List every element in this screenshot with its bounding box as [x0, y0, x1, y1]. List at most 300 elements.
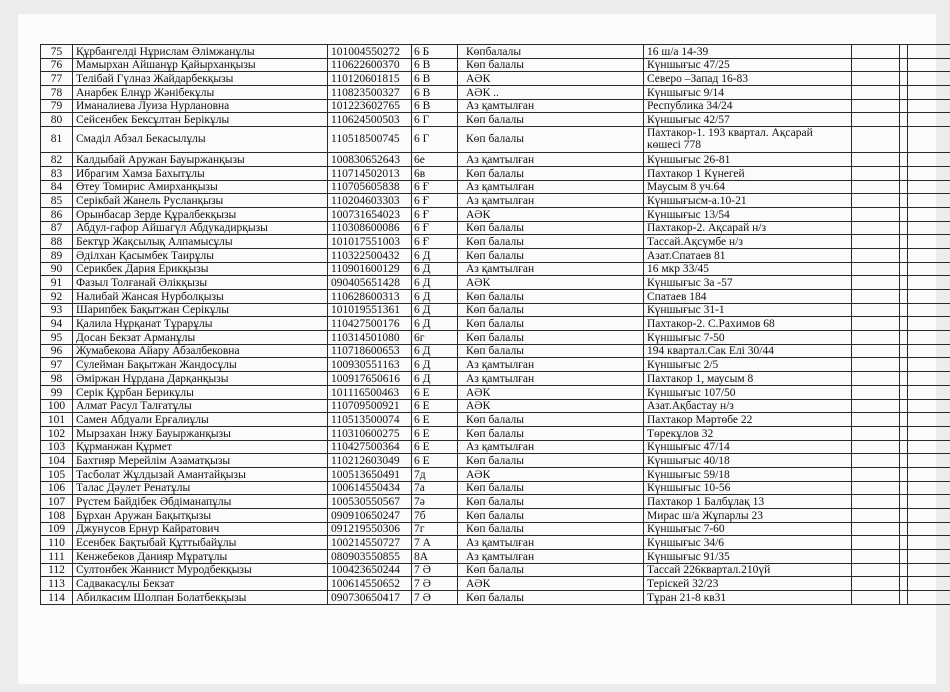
table-row: [41, 413, 950, 427]
address: Тұран 21-8 кв31: [644, 591, 852, 605]
class-grade: 6 Д: [412, 262, 458, 276]
row-number: 76: [41, 58, 73, 72]
category: Көп балалы: [458, 454, 644, 468]
table-row: [41, 399, 950, 413]
empty-cell: [900, 248, 908, 262]
address: Пахтакор Мәртөбе 22: [644, 413, 852, 427]
address: Пахтакор 1, маусым 8: [644, 372, 852, 386]
empty-cell: [900, 522, 908, 536]
empty-cell: [908, 563, 950, 577]
address: 16 мкр 33/45: [644, 262, 852, 276]
row-number: 98: [41, 372, 73, 386]
address: Күншығыс 40/18: [644, 454, 852, 468]
iin-number: 110628600313: [328, 290, 412, 304]
category: Аз қамтылған: [458, 372, 644, 386]
empty-cell: [852, 235, 900, 249]
address: Азат.Ақбастау н/з: [644, 399, 852, 413]
empty-cell: [900, 495, 908, 509]
class-grade: 6 Е: [412, 426, 458, 440]
empty-cell: [852, 509, 900, 523]
row-number: 108: [41, 509, 73, 523]
class-grade: 7 Ә: [412, 577, 458, 591]
empty-cell: [908, 235, 950, 249]
iin-number: 101116500463: [328, 385, 412, 399]
row-number: 75: [41, 45, 73, 59]
category: Көп балалы: [458, 495, 644, 509]
category: Көп балалы: [458, 317, 644, 331]
empty-cell: [900, 509, 908, 523]
category: Аз қамтылған: [458, 550, 644, 564]
empty-cell: [908, 399, 950, 413]
address: Күншығыс 107/50: [644, 385, 852, 399]
empty-cell: [900, 58, 908, 72]
table-row: [41, 467, 950, 481]
category: Аз қамтылған: [458, 99, 644, 113]
empty-cell: [852, 536, 900, 550]
student-name: Султонбек Жаннист Муродбекқызы: [73, 563, 328, 577]
address: 194 квартал.Сак Елі 30/44: [644, 344, 852, 358]
row-number: 99: [41, 385, 73, 399]
table-row: [41, 440, 950, 454]
row-number: 105: [41, 467, 73, 481]
row-number: 97: [41, 358, 73, 372]
category: Көп балалы: [458, 166, 644, 180]
empty-cell: [908, 248, 950, 262]
empty-cell: [852, 45, 900, 59]
table-row: [41, 550, 950, 564]
empty-cell: [900, 550, 908, 564]
student-name: Абдул-гафор Айшагүл Абдукадирқызы: [73, 221, 328, 235]
empty-cell: [852, 331, 900, 345]
table-row: [41, 563, 950, 577]
class-grade: 6 Д: [412, 358, 458, 372]
iin-number: 100830652643: [328, 153, 412, 167]
empty-cell: [852, 413, 900, 427]
empty-cell: [900, 262, 908, 276]
address: Пахтакор 1 Балбұлақ 13: [644, 495, 852, 509]
class-grade: 6 Ғ: [412, 207, 458, 221]
empty-cell: [900, 426, 908, 440]
class-grade: 6 Д: [412, 317, 458, 331]
class-grade: 6 Е: [412, 413, 458, 427]
iin-number: 100917650616: [328, 372, 412, 386]
empty-cell: [852, 86, 900, 100]
table-row: [41, 290, 950, 304]
empty-cell: [900, 536, 908, 550]
iin-number: 100423650244: [328, 563, 412, 577]
student-name: Садвакасұлы Бекзат: [73, 577, 328, 591]
empty-cell: [900, 221, 908, 235]
category: Көпбалалы: [458, 45, 644, 59]
table-row: [41, 481, 950, 495]
class-grade: 6 Е: [412, 454, 458, 468]
student-name: Серикбек Дария Ерикқызы: [73, 262, 328, 276]
iin-number: 101017551003: [328, 235, 412, 249]
empty-cell: [852, 563, 900, 577]
address: Күншығыс 59/18: [644, 467, 852, 481]
empty-cell: [908, 276, 950, 290]
iin-number: 110427500176: [328, 317, 412, 331]
table-row: [41, 536, 950, 550]
row-number: 78: [41, 86, 73, 100]
row-number: 95: [41, 331, 73, 345]
class-grade: 6 Д: [412, 290, 458, 304]
class-grade: 6г: [412, 331, 458, 345]
address: Күншығысм-а.10-21: [644, 194, 852, 208]
student-name: Смаділ Абзал Бекасылұлы: [73, 127, 328, 153]
table-row: [41, 372, 950, 386]
iin-number: 110212603049: [328, 454, 412, 468]
empty-cell: [908, 317, 950, 331]
table-row: [41, 331, 950, 345]
category: АӘК: [458, 385, 644, 399]
table-row: [41, 153, 950, 167]
category: АӘК: [458, 207, 644, 221]
row-number: 77: [41, 72, 73, 86]
empty-cell: [900, 344, 908, 358]
student-name: Иманалиева Луиза Нурлановна: [73, 99, 328, 113]
student-name: Тасболат Жұлдызай Амантайқызы: [73, 467, 328, 481]
empty-cell: [900, 385, 908, 399]
row-number: 113: [41, 577, 73, 591]
row-number: 79: [41, 99, 73, 113]
row-number: 109: [41, 522, 73, 536]
row-number: 84: [41, 180, 73, 194]
class-grade: 6 Е: [412, 440, 458, 454]
student-name: Кенжебеков Данияр Мұратұлы: [73, 550, 328, 564]
iin-number: 110624500503: [328, 113, 412, 127]
class-grade: 6 Д: [412, 248, 458, 262]
row-number: 107: [41, 495, 73, 509]
student-name: Құрманжан Құрмет: [73, 440, 328, 454]
iin-number: 101004550272: [328, 45, 412, 59]
empty-cell: [908, 454, 950, 468]
table-row: [41, 207, 950, 221]
empty-cell: [852, 454, 900, 468]
address: Күншығыс 47/14: [644, 440, 852, 454]
row-number: 86: [41, 207, 73, 221]
empty-cell: [852, 467, 900, 481]
class-grade: 6 Е: [412, 399, 458, 413]
class-grade: 7 А: [412, 536, 458, 550]
row-number: 94: [41, 317, 73, 331]
iin-number: 110823500327: [328, 86, 412, 100]
empty-cell: [852, 495, 900, 509]
empty-cell: [900, 454, 908, 468]
iin-number: 100614550434: [328, 481, 412, 495]
empty-cell: [852, 58, 900, 72]
empty-cell: [852, 127, 900, 153]
student-name: Жумабекова Айару Абзалбековна: [73, 344, 328, 358]
student-name: Есенбек Бақтыбай Құттыбайұлы: [73, 536, 328, 550]
empty-cell: [908, 221, 950, 235]
empty-cell: [908, 413, 950, 427]
empty-cell: [900, 166, 908, 180]
student-name: Құрбангелді Нұрислам Әлімжанұлы: [73, 45, 328, 59]
empty-cell: [852, 577, 900, 591]
empty-cell: [900, 303, 908, 317]
category: Көп балалы: [458, 221, 644, 235]
class-grade: 6 В: [412, 86, 458, 100]
table-row: [41, 127, 950, 153]
empty-cell: [908, 180, 950, 194]
address: Тассай 226квартал.210үй: [644, 563, 852, 577]
empty-cell: [908, 550, 950, 564]
address: Маусым 8 уч.64: [644, 180, 852, 194]
category: Көп балалы: [458, 522, 644, 536]
empty-cell: [852, 248, 900, 262]
empty-cell: [852, 440, 900, 454]
row-number: 112: [41, 563, 73, 577]
empty-cell: [852, 550, 900, 564]
empty-cell: [900, 113, 908, 127]
table-row: [41, 45, 950, 59]
class-grade: 7г: [412, 522, 458, 536]
empty-cell: [900, 372, 908, 386]
table-row: [41, 317, 950, 331]
empty-cell: [900, 440, 908, 454]
address: Күншығыс 91/35: [644, 550, 852, 564]
category: Аз қамтылған: [458, 358, 644, 372]
table-row: [41, 426, 950, 440]
address: Күншығыс 10-56: [644, 481, 852, 495]
empty-cell: [852, 372, 900, 386]
row-number: 91: [41, 276, 73, 290]
empty-cell: [908, 72, 950, 86]
iin-number: 090730650417: [328, 591, 412, 605]
class-grade: 6 Д: [412, 303, 458, 317]
address: 16 ш/а 14-39: [644, 45, 852, 59]
iin-number: 110718600653: [328, 344, 412, 358]
class-grade: 7б: [412, 509, 458, 523]
category: АӘК: [458, 276, 644, 290]
category: АӘК: [458, 72, 644, 86]
empty-cell: [908, 426, 950, 440]
category: Көп балалы: [458, 235, 644, 249]
class-grade: 7а: [412, 481, 458, 495]
row-number: 83: [41, 166, 73, 180]
address: Күншығыс 3а -57: [644, 276, 852, 290]
iin-number: 090405651428: [328, 276, 412, 290]
iin-number: 100731654023: [328, 207, 412, 221]
category: Көп балалы: [458, 113, 644, 127]
address: Пахтакор-2. Ақсарай н/з: [644, 221, 852, 235]
student-name: Калдыбай Аружан Бауыржанқызы: [73, 153, 328, 167]
table-row: [41, 194, 950, 208]
table-row: [41, 235, 950, 249]
address: Пахтакор-2. С.Рахимов 68: [644, 317, 852, 331]
category: Көп балалы: [458, 426, 644, 440]
empty-cell: [908, 522, 950, 536]
student-name: Бектұр Жақсылық Алпамысұлы: [73, 235, 328, 249]
empty-cell: [852, 180, 900, 194]
table-row: [41, 522, 950, 536]
empty-cell: [908, 467, 950, 481]
iin-number: 110513500074: [328, 413, 412, 427]
iin-number: 110120601815: [328, 72, 412, 86]
address: Күншығыс 26-81: [644, 153, 852, 167]
iin-number: 090910650247: [328, 509, 412, 523]
address: Күншығыс 34/6: [644, 536, 852, 550]
table-row: [41, 454, 950, 468]
student-name: Мырзахан Інжу Бауыржанқызы: [73, 426, 328, 440]
empty-cell: [908, 440, 950, 454]
category: Көп балалы: [458, 591, 644, 605]
empty-cell: [900, 563, 908, 577]
table-row: [41, 591, 950, 605]
iin-number: 100214550727: [328, 536, 412, 550]
category: АӘК ..: [458, 86, 644, 100]
iin-number: 110705605838: [328, 180, 412, 194]
table-row: [41, 248, 950, 262]
category: Көп балалы: [458, 290, 644, 304]
table-row: [41, 86, 950, 100]
empty-cell: [852, 344, 900, 358]
empty-cell: [908, 207, 950, 221]
empty-cell: [852, 72, 900, 86]
table-row: [41, 385, 950, 399]
empty-cell: [900, 180, 908, 194]
empty-cell: [852, 221, 900, 235]
empty-cell: [900, 99, 908, 113]
iin-number: 110518500745: [328, 127, 412, 153]
iin-number: 100513650491: [328, 467, 412, 481]
category: Көп балалы: [458, 509, 644, 523]
empty-cell: [852, 481, 900, 495]
empty-cell: [908, 113, 950, 127]
row-number: 81: [41, 127, 73, 153]
empty-cell: [908, 127, 950, 153]
class-grade: 6 Д: [412, 344, 458, 358]
empty-cell: [900, 194, 908, 208]
student-name: Талас Дәулет Ренатұлы: [73, 481, 328, 495]
iin-number: 100930551163: [328, 358, 412, 372]
row-number: 114: [41, 591, 73, 605]
category: Аз қамтылған: [458, 262, 644, 276]
empty-cell: [852, 591, 900, 605]
empty-cell: [908, 45, 950, 59]
category: АӘК: [458, 577, 644, 591]
category: Аз қамтылған: [458, 194, 644, 208]
class-grade: 7 Ә: [412, 591, 458, 605]
iin-number: 110709500921: [328, 399, 412, 413]
empty-cell: [900, 45, 908, 59]
row-number: 111: [41, 550, 73, 564]
table-row: [41, 509, 950, 523]
class-grade: 6 В: [412, 72, 458, 86]
student-name: Ибрагим Хамза Бахытұлы: [73, 166, 328, 180]
class-grade: 6 Ғ: [412, 235, 458, 249]
iin-number: 091219550306: [328, 522, 412, 536]
table-row: [41, 495, 950, 509]
student-name: Налибай Жансая Нурболқызы: [73, 290, 328, 304]
empty-cell: [900, 290, 908, 304]
row-number: 90: [41, 262, 73, 276]
category: Көп балалы: [458, 58, 644, 72]
empty-cell: [852, 522, 900, 536]
table-row: [41, 344, 950, 358]
address: Мирас ш/а Жұпарлы 23: [644, 509, 852, 523]
empty-cell: [852, 113, 900, 127]
category: АӘК: [458, 467, 644, 481]
student-name: Бахтияр Мерейлім Азаматқызы: [73, 454, 328, 468]
student-name: Орынбасар Зерде Құралбекқызы: [73, 207, 328, 221]
empty-cell: [900, 235, 908, 249]
address: Күншығыс 47/25: [644, 58, 852, 72]
address: Спатаев 184: [644, 290, 852, 304]
empty-cell: [908, 153, 950, 167]
address: Терiскей 32/23: [644, 577, 852, 591]
iin-number: 100530550567: [328, 495, 412, 509]
class-grade: 6 Г: [412, 127, 458, 153]
empty-cell: [852, 276, 900, 290]
empty-cell: [908, 303, 950, 317]
address: Күншығыс 2/5: [644, 358, 852, 372]
empty-cell: [900, 317, 908, 331]
empty-cell: [900, 467, 908, 481]
empty-cell: [852, 317, 900, 331]
address: Күншығыс 7-60: [644, 522, 852, 536]
row-number: 103: [41, 440, 73, 454]
student-name: Өтеу Томирис Амирханқызы: [73, 180, 328, 194]
empty-cell: [900, 331, 908, 345]
category: Аз қамтылған: [458, 180, 644, 194]
student-name: Телібай Гүлназ Жайдарбекқызы: [73, 72, 328, 86]
student-name: Әміржан Нұрдана Дарқанқызы: [73, 372, 328, 386]
class-grade: 7 Ә: [412, 563, 458, 577]
empty-cell: [908, 166, 950, 180]
empty-cell: [852, 262, 900, 276]
class-grade: 6 Е: [412, 385, 458, 399]
iin-number: 100614550652: [328, 577, 412, 591]
category: Аз қамтылған: [458, 440, 644, 454]
student-name: Серік Құрбан Берикұлы: [73, 385, 328, 399]
empty-cell: [900, 207, 908, 221]
category: Көп балалы: [458, 127, 644, 153]
table-row: [41, 303, 950, 317]
empty-cell: [852, 290, 900, 304]
class-grade: 6 Ғ: [412, 221, 458, 235]
class-grade: 6е: [412, 153, 458, 167]
student-name: Мамырхан Айшанұр Қайырханқызы: [73, 58, 328, 72]
empty-cell: [900, 481, 908, 495]
empty-cell: [852, 385, 900, 399]
row-number: 102: [41, 426, 73, 440]
empty-cell: [900, 72, 908, 86]
address: Күншығыс 13/54: [644, 207, 852, 221]
address: Төрекұлов 32: [644, 426, 852, 440]
iin-number: 110622600370: [328, 58, 412, 72]
table-row: [41, 276, 950, 290]
category: Көп балалы: [458, 344, 644, 358]
address: Күншығыс 42/57: [644, 113, 852, 127]
empty-cell: [908, 536, 950, 550]
class-grade: 6 Г: [412, 113, 458, 127]
iin-number: 101223602765: [328, 99, 412, 113]
empty-cell: [908, 290, 950, 304]
row-number: 93: [41, 303, 73, 317]
iin-number: 110714502013: [328, 166, 412, 180]
iin-number: 110901600129: [328, 262, 412, 276]
class-grade: 6 Б: [412, 45, 458, 59]
iin-number: 110314501080: [328, 331, 412, 345]
address: Тассай.Ақсүмбе н/з: [644, 235, 852, 249]
table-row: [41, 166, 950, 180]
student-name: Алмат Расул Талғатұлы: [73, 399, 328, 413]
iin-number: 110427500364: [328, 440, 412, 454]
empty-cell: [852, 153, 900, 167]
category: Көп балалы: [458, 481, 644, 495]
